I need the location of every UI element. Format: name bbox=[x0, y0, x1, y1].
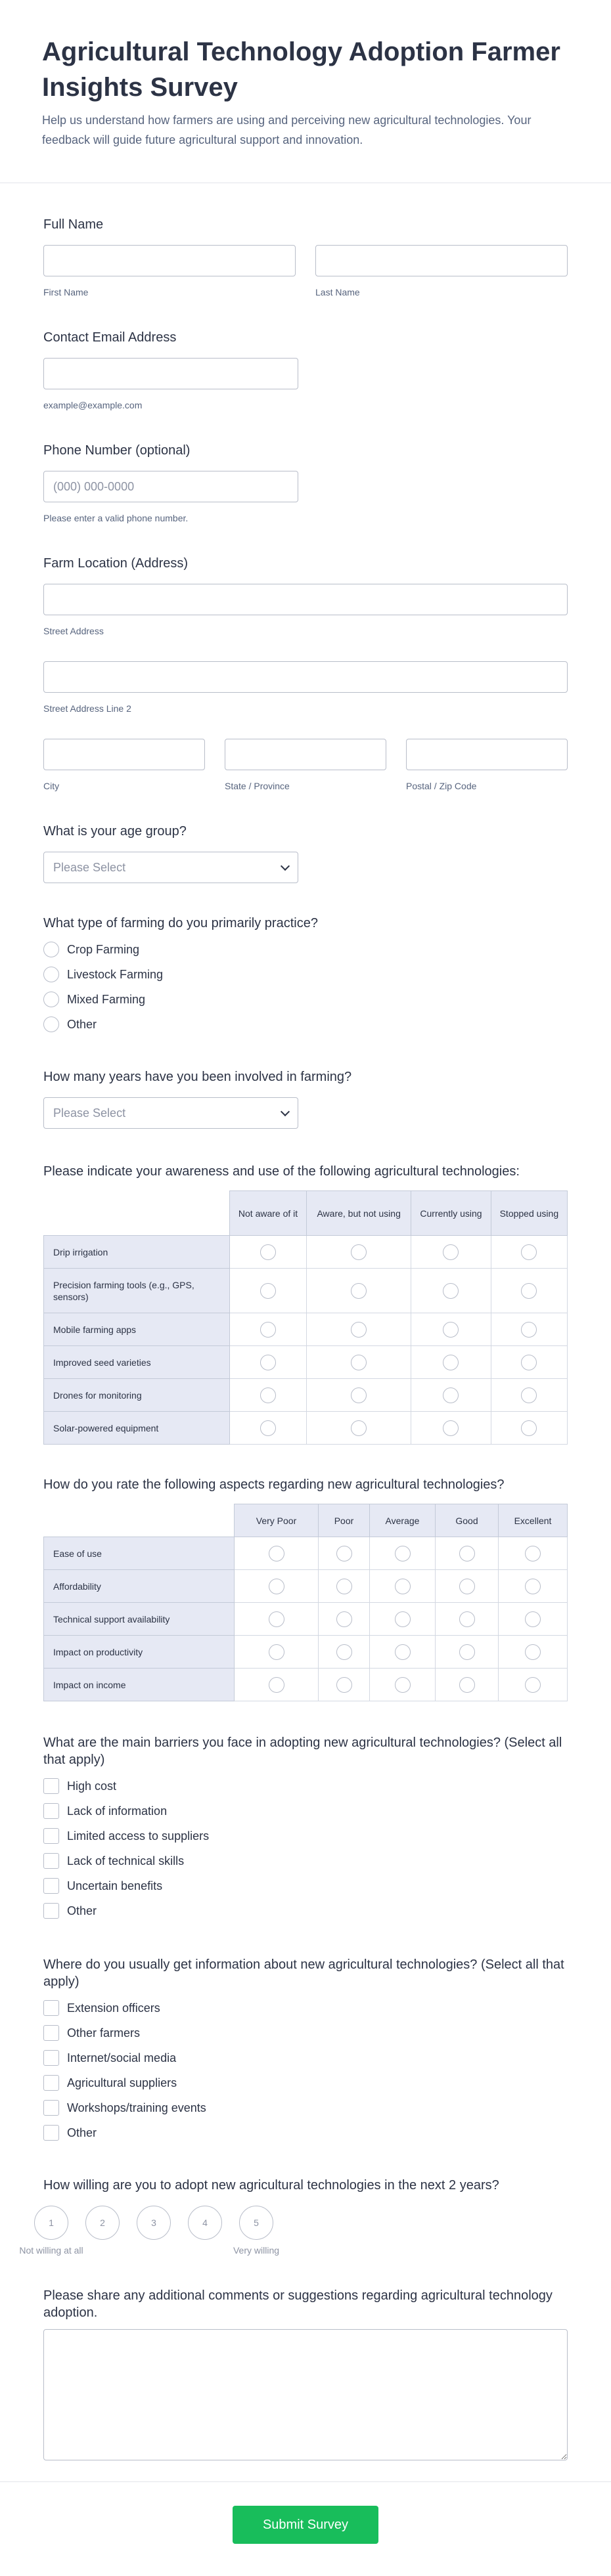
matrix-radio[interactable] bbox=[525, 1579, 541, 1594]
farming-type-option[interactable] bbox=[43, 1012, 568, 1037]
checkbox[interactable] bbox=[43, 1828, 59, 1844]
street-address-sublabel: Street Address bbox=[43, 626, 104, 636]
option-label: Crop Farming bbox=[67, 942, 140, 956]
barrier-option[interactable] bbox=[43, 1898, 568, 1923]
comments-field bbox=[35, 2287, 576, 2460]
matrix-radio[interactable] bbox=[521, 1244, 537, 1260]
matrix-radio[interactable] bbox=[336, 1546, 352, 1561]
form-title: Agricultural Technology Adoption Farmer Insights Survey bbox=[42, 37, 560, 102]
option-label: Livestock Farming bbox=[67, 967, 164, 981]
matrix-radio[interactable] bbox=[459, 1546, 475, 1561]
scale-max-label: Very willing bbox=[233, 2245, 280, 2256]
matrix-radio[interactable] bbox=[351, 1283, 367, 1299]
matrix-column-header: Aware, but not using bbox=[307, 1191, 411, 1236]
matrix-row bbox=[44, 1636, 568, 1669]
street-address-input[interactable] bbox=[43, 584, 568, 615]
matrix-radio[interactable] bbox=[443, 1244, 459, 1260]
willingness-label: How willing are you to adopt new agricultural technologies in the next 2 years? bbox=[43, 2178, 499, 2193]
matrix-corner bbox=[44, 1191, 230, 1236]
phone-input[interactable] bbox=[43, 471, 298, 502]
barriers-field bbox=[35, 1734, 576, 1923]
option-label: High cost bbox=[67, 1779, 117, 1793]
farming-type-label: What type of farming do you primarily practice? bbox=[43, 916, 318, 930]
scale-option[interactable]: 2 bbox=[85, 2206, 120, 2240]
barrier-option[interactable] bbox=[43, 1848, 568, 1873]
city-input[interactable] bbox=[43, 739, 205, 770]
matrix-radio[interactable] bbox=[269, 1611, 284, 1627]
awareness-field bbox=[35, 1163, 576, 1445]
matrix-radio[interactable] bbox=[260, 1355, 276, 1370]
street-address-line2-input[interactable] bbox=[43, 661, 568, 693]
matrix-radio[interactable] bbox=[525, 1611, 541, 1627]
matrix-radio[interactable] bbox=[525, 1677, 541, 1693]
option-label: Uncertain benefits bbox=[67, 1879, 163, 1892]
option-label: Other bbox=[67, 1904, 97, 1917]
city-sublabel: City bbox=[43, 781, 60, 791]
matrix-radio[interactable] bbox=[521, 1420, 537, 1436]
rating-scale bbox=[19, 2206, 568, 2256]
checkbox[interactable] bbox=[43, 2125, 59, 2141]
sources-field bbox=[35, 1956, 576, 2145]
option-label: Lack of information bbox=[67, 1804, 168, 1818]
option-label: Agricultural suppliers bbox=[67, 2076, 177, 2089]
matrix-column-header: Excellent bbox=[499, 1504, 568, 1537]
matrix-radio[interactable] bbox=[260, 1283, 276, 1299]
matrix-radio[interactable] bbox=[525, 1546, 541, 1561]
scale-min-label: Not willing at all bbox=[19, 2245, 83, 2256]
matrix-row bbox=[44, 1412, 568, 1445]
matrix-radio[interactable] bbox=[521, 1355, 537, 1370]
matrix-row bbox=[44, 1236, 568, 1269]
phone-field bbox=[35, 442, 576, 523]
last-name-input[interactable] bbox=[315, 245, 568, 276]
matrix-corner bbox=[44, 1504, 235, 1537]
rating-field bbox=[35, 1476, 576, 1701]
awareness-matrix bbox=[43, 1190, 568, 1445]
barriers-label: What are the main barriers you face in adopting new agricultural technologies? (Select all that apply) bbox=[43, 1736, 562, 1767]
matrix-row-label: Impact on income bbox=[44, 1669, 235, 1701]
matrix-radio[interactable] bbox=[336, 1644, 352, 1660]
matrix-radio[interactable] bbox=[351, 1387, 367, 1403]
scale-option[interactable]: 3 bbox=[137, 2206, 171, 2240]
barrier-option[interactable] bbox=[43, 1799, 568, 1823]
first-name-input[interactable] bbox=[43, 245, 296, 276]
rating-label: How do you rate the following aspects regarding new agricultural technologies? bbox=[43, 1477, 505, 1492]
option-label: Limited access to suppliers bbox=[67, 1829, 210, 1843]
matrix-radio[interactable] bbox=[336, 1579, 352, 1594]
option-label: Other bbox=[67, 2126, 97, 2139]
checkbox[interactable] bbox=[43, 1803, 59, 1819]
matrix-radio[interactable] bbox=[395, 1677, 411, 1693]
radio-button[interactable] bbox=[43, 992, 59, 1007]
farming-type-field bbox=[35, 915, 576, 1037]
radio-button[interactable] bbox=[43, 1016, 59, 1032]
radio-button[interactable] bbox=[43, 967, 59, 982]
state-input[interactable] bbox=[225, 739, 386, 770]
barrier-option[interactable] bbox=[43, 1774, 568, 1799]
checkbox[interactable] bbox=[43, 2025, 59, 2041]
matrix-radio[interactable] bbox=[351, 1244, 367, 1260]
matrix-radio[interactable] bbox=[459, 1644, 475, 1660]
matrix-radio[interactable] bbox=[443, 1355, 459, 1370]
age-select-value: Please Select bbox=[53, 860, 126, 874]
matrix-row bbox=[44, 1346, 568, 1379]
email-label: Contact Email Address bbox=[43, 330, 177, 345]
scale-option[interactable]: 1 bbox=[34, 2206, 68, 2240]
option-label: Internet/social media bbox=[67, 2051, 177, 2064]
matrix-radio[interactable] bbox=[395, 1611, 411, 1627]
matrix-radio[interactable] bbox=[269, 1546, 284, 1561]
matrix-radio[interactable] bbox=[351, 1355, 367, 1370]
form-description: Help us understand how farmers are using and perceiving new agricultural technologies. Your feedback will guide future agricultural support and innovation. bbox=[42, 114, 532, 146]
matrix-radio[interactable] bbox=[260, 1322, 276, 1338]
option-label: Lack of technical skills bbox=[67, 1854, 185, 1867]
matrix-radio[interactable] bbox=[443, 1283, 459, 1299]
willingness-field bbox=[19, 2177, 576, 2256]
matrix-column-header: Very Poor bbox=[235, 1504, 319, 1537]
matrix-row-label: Precision farming tools (e.g., GPS, sensors) bbox=[44, 1269, 230, 1313]
matrix-radio[interactable] bbox=[269, 1644, 284, 1660]
matrix-radio[interactable] bbox=[443, 1387, 459, 1403]
barrier-option[interactable] bbox=[43, 1823, 568, 1848]
checkbox[interactable] bbox=[43, 2075, 59, 2091]
matrix-radio[interactable] bbox=[521, 1322, 537, 1338]
matrix-radio[interactable] bbox=[525, 1644, 541, 1660]
zip-input[interactable] bbox=[406, 739, 568, 770]
survey-form bbox=[0, 216, 611, 2460]
source-option[interactable] bbox=[43, 2070, 568, 2095]
matrix-row bbox=[44, 1669, 568, 1701]
checkbox[interactable] bbox=[43, 2050, 59, 2066]
scale-option[interactable]: 5 bbox=[239, 2206, 273, 2240]
option-label: Workshops/training events bbox=[67, 2101, 206, 2114]
email-input[interactable] bbox=[43, 358, 298, 389]
matrix-row-label: Technical support availability bbox=[44, 1603, 235, 1636]
matrix-row bbox=[44, 1269, 568, 1313]
comments-label: Please share any additional comments or suggestions regarding agricultural technology adoption. bbox=[43, 2288, 553, 2320]
matrix-row-label: Improved seed varieties bbox=[44, 1346, 230, 1379]
rating-matrix bbox=[43, 1504, 568, 1701]
radio-button[interactable] bbox=[43, 942, 59, 957]
checkbox[interactable] bbox=[43, 1903, 59, 1919]
matrix-radio[interactable] bbox=[269, 1677, 284, 1693]
scale-option[interactable]: 4 bbox=[188, 2206, 222, 2240]
checkbox[interactable] bbox=[43, 2000, 59, 2016]
matrix-row-label: Impact on productivity bbox=[44, 1636, 235, 1669]
matrix-row bbox=[44, 1570, 568, 1603]
matrix-radio[interactable] bbox=[395, 1579, 411, 1594]
matrix-row bbox=[44, 1313, 568, 1346]
first-name-sublabel: First Name bbox=[43, 287, 89, 297]
matrix-radio[interactable] bbox=[260, 1387, 276, 1403]
street-address-line2-sublabel: Street Address Line 2 bbox=[43, 703, 131, 714]
matrix-column-header: Stopped using bbox=[491, 1191, 567, 1236]
matrix-row-label: Ease of use bbox=[44, 1537, 235, 1570]
farming-type-option[interactable] bbox=[43, 937, 568, 962]
matrix-row-label: Affordability bbox=[44, 1570, 235, 1603]
matrix-radio[interactable] bbox=[336, 1677, 352, 1693]
matrix-column-header: Good bbox=[436, 1504, 499, 1537]
matrix-row bbox=[44, 1379, 568, 1412]
matrix-row-label: Mobile farming apps bbox=[44, 1313, 230, 1346]
farming-type-option[interactable] bbox=[43, 962, 568, 987]
matrix-column-header: Not aware of it bbox=[230, 1191, 307, 1236]
matrix-row-label: Drones for monitoring bbox=[44, 1379, 230, 1412]
email-sublabel: example@example.com bbox=[43, 400, 143, 410]
matrix-radio[interactable] bbox=[459, 1579, 475, 1594]
checkbox[interactable] bbox=[43, 2100, 59, 2116]
sources-label: Where do you usually get information about new agricultural technologies? (Select all that apply) bbox=[43, 1957, 564, 1989]
address-field bbox=[35, 555, 576, 791]
matrix-column-header: Poor bbox=[319, 1504, 370, 1537]
matrix-column-header: Currently using bbox=[411, 1191, 491, 1236]
years-label: How many years have you been involved in farming? bbox=[43, 1070, 352, 1084]
option-label: Other farmers bbox=[67, 2026, 141, 2040]
checkbox[interactable] bbox=[43, 1778, 59, 1794]
age-select[interactable] bbox=[43, 852, 298, 883]
comments-textarea[interactable] bbox=[43, 2329, 568, 2460]
source-option[interactable] bbox=[43, 2020, 568, 2045]
matrix-row-label: Solar-powered equipment bbox=[44, 1412, 230, 1445]
full-name-label: Full Name bbox=[43, 217, 104, 232]
matrix-radio[interactable] bbox=[260, 1420, 276, 1436]
matrix-row bbox=[44, 1603, 568, 1636]
source-option[interactable] bbox=[43, 1996, 568, 2020]
matrix-radio[interactable] bbox=[521, 1387, 537, 1403]
submit-button[interactable]: Submit Survey bbox=[233, 2506, 378, 2544]
option-label: Other bbox=[67, 1017, 97, 1031]
source-option[interactable] bbox=[43, 2045, 568, 2070]
matrix-row-label: Drip irrigation bbox=[44, 1236, 230, 1269]
last-name-sublabel: Last Name bbox=[315, 287, 360, 297]
matrix-radio[interactable] bbox=[459, 1677, 475, 1693]
email-field bbox=[35, 329, 576, 410]
years-select-value: Please Select bbox=[53, 1106, 126, 1120]
matrix-radio[interactable] bbox=[521, 1283, 537, 1299]
checkbox[interactable] bbox=[43, 1853, 59, 1869]
matrix-column-header: Average bbox=[370, 1504, 436, 1537]
option-label: Extension officers bbox=[67, 2001, 160, 2015]
matrix-radio[interactable] bbox=[443, 1322, 459, 1338]
matrix-radio[interactable] bbox=[443, 1420, 459, 1436]
matrix-radio[interactable] bbox=[395, 1644, 411, 1660]
full-name-field bbox=[35, 216, 576, 297]
chevron-down-icon bbox=[281, 1107, 290, 1116]
matrix-radio[interactable] bbox=[395, 1546, 411, 1561]
phone-sublabel: Please enter a valid phone number. bbox=[43, 513, 189, 523]
matrix-row bbox=[44, 1537, 568, 1570]
source-option[interactable] bbox=[43, 2095, 568, 2120]
address-label: Farm Location (Address) bbox=[43, 556, 189, 571]
zip-sublabel: Postal / Zip Code bbox=[406, 781, 477, 791]
source-option[interactable] bbox=[43, 2120, 568, 2145]
matrix-radio[interactable] bbox=[351, 1420, 367, 1436]
phone-label: Phone Number (optional) bbox=[43, 443, 191, 458]
matrix-radio[interactable] bbox=[269, 1579, 284, 1594]
matrix-radio[interactable] bbox=[336, 1611, 352, 1627]
farming-type-option[interactable] bbox=[43, 987, 568, 1012]
matrix-radio[interactable] bbox=[260, 1244, 276, 1260]
barrier-option[interactable] bbox=[43, 1873, 568, 1898]
option-label: Mixed Farming bbox=[67, 992, 146, 1006]
years-select[interactable] bbox=[43, 1097, 298, 1129]
awareness-label: Please indicate your awareness and use of the following agricultural technologies: bbox=[43, 1164, 520, 1179]
state-sublabel: State / Province bbox=[225, 781, 290, 791]
form-footer bbox=[0, 2481, 611, 2576]
chevron-down-icon bbox=[281, 862, 290, 871]
matrix-radio[interactable] bbox=[459, 1611, 475, 1627]
matrix-radio[interactable] bbox=[351, 1322, 367, 1338]
checkbox[interactable] bbox=[43, 1878, 59, 1894]
form-header bbox=[0, 0, 611, 183]
years-field bbox=[35, 1068, 576, 1129]
age-field bbox=[35, 823, 576, 883]
age-label: What is your age group? bbox=[43, 824, 187, 839]
